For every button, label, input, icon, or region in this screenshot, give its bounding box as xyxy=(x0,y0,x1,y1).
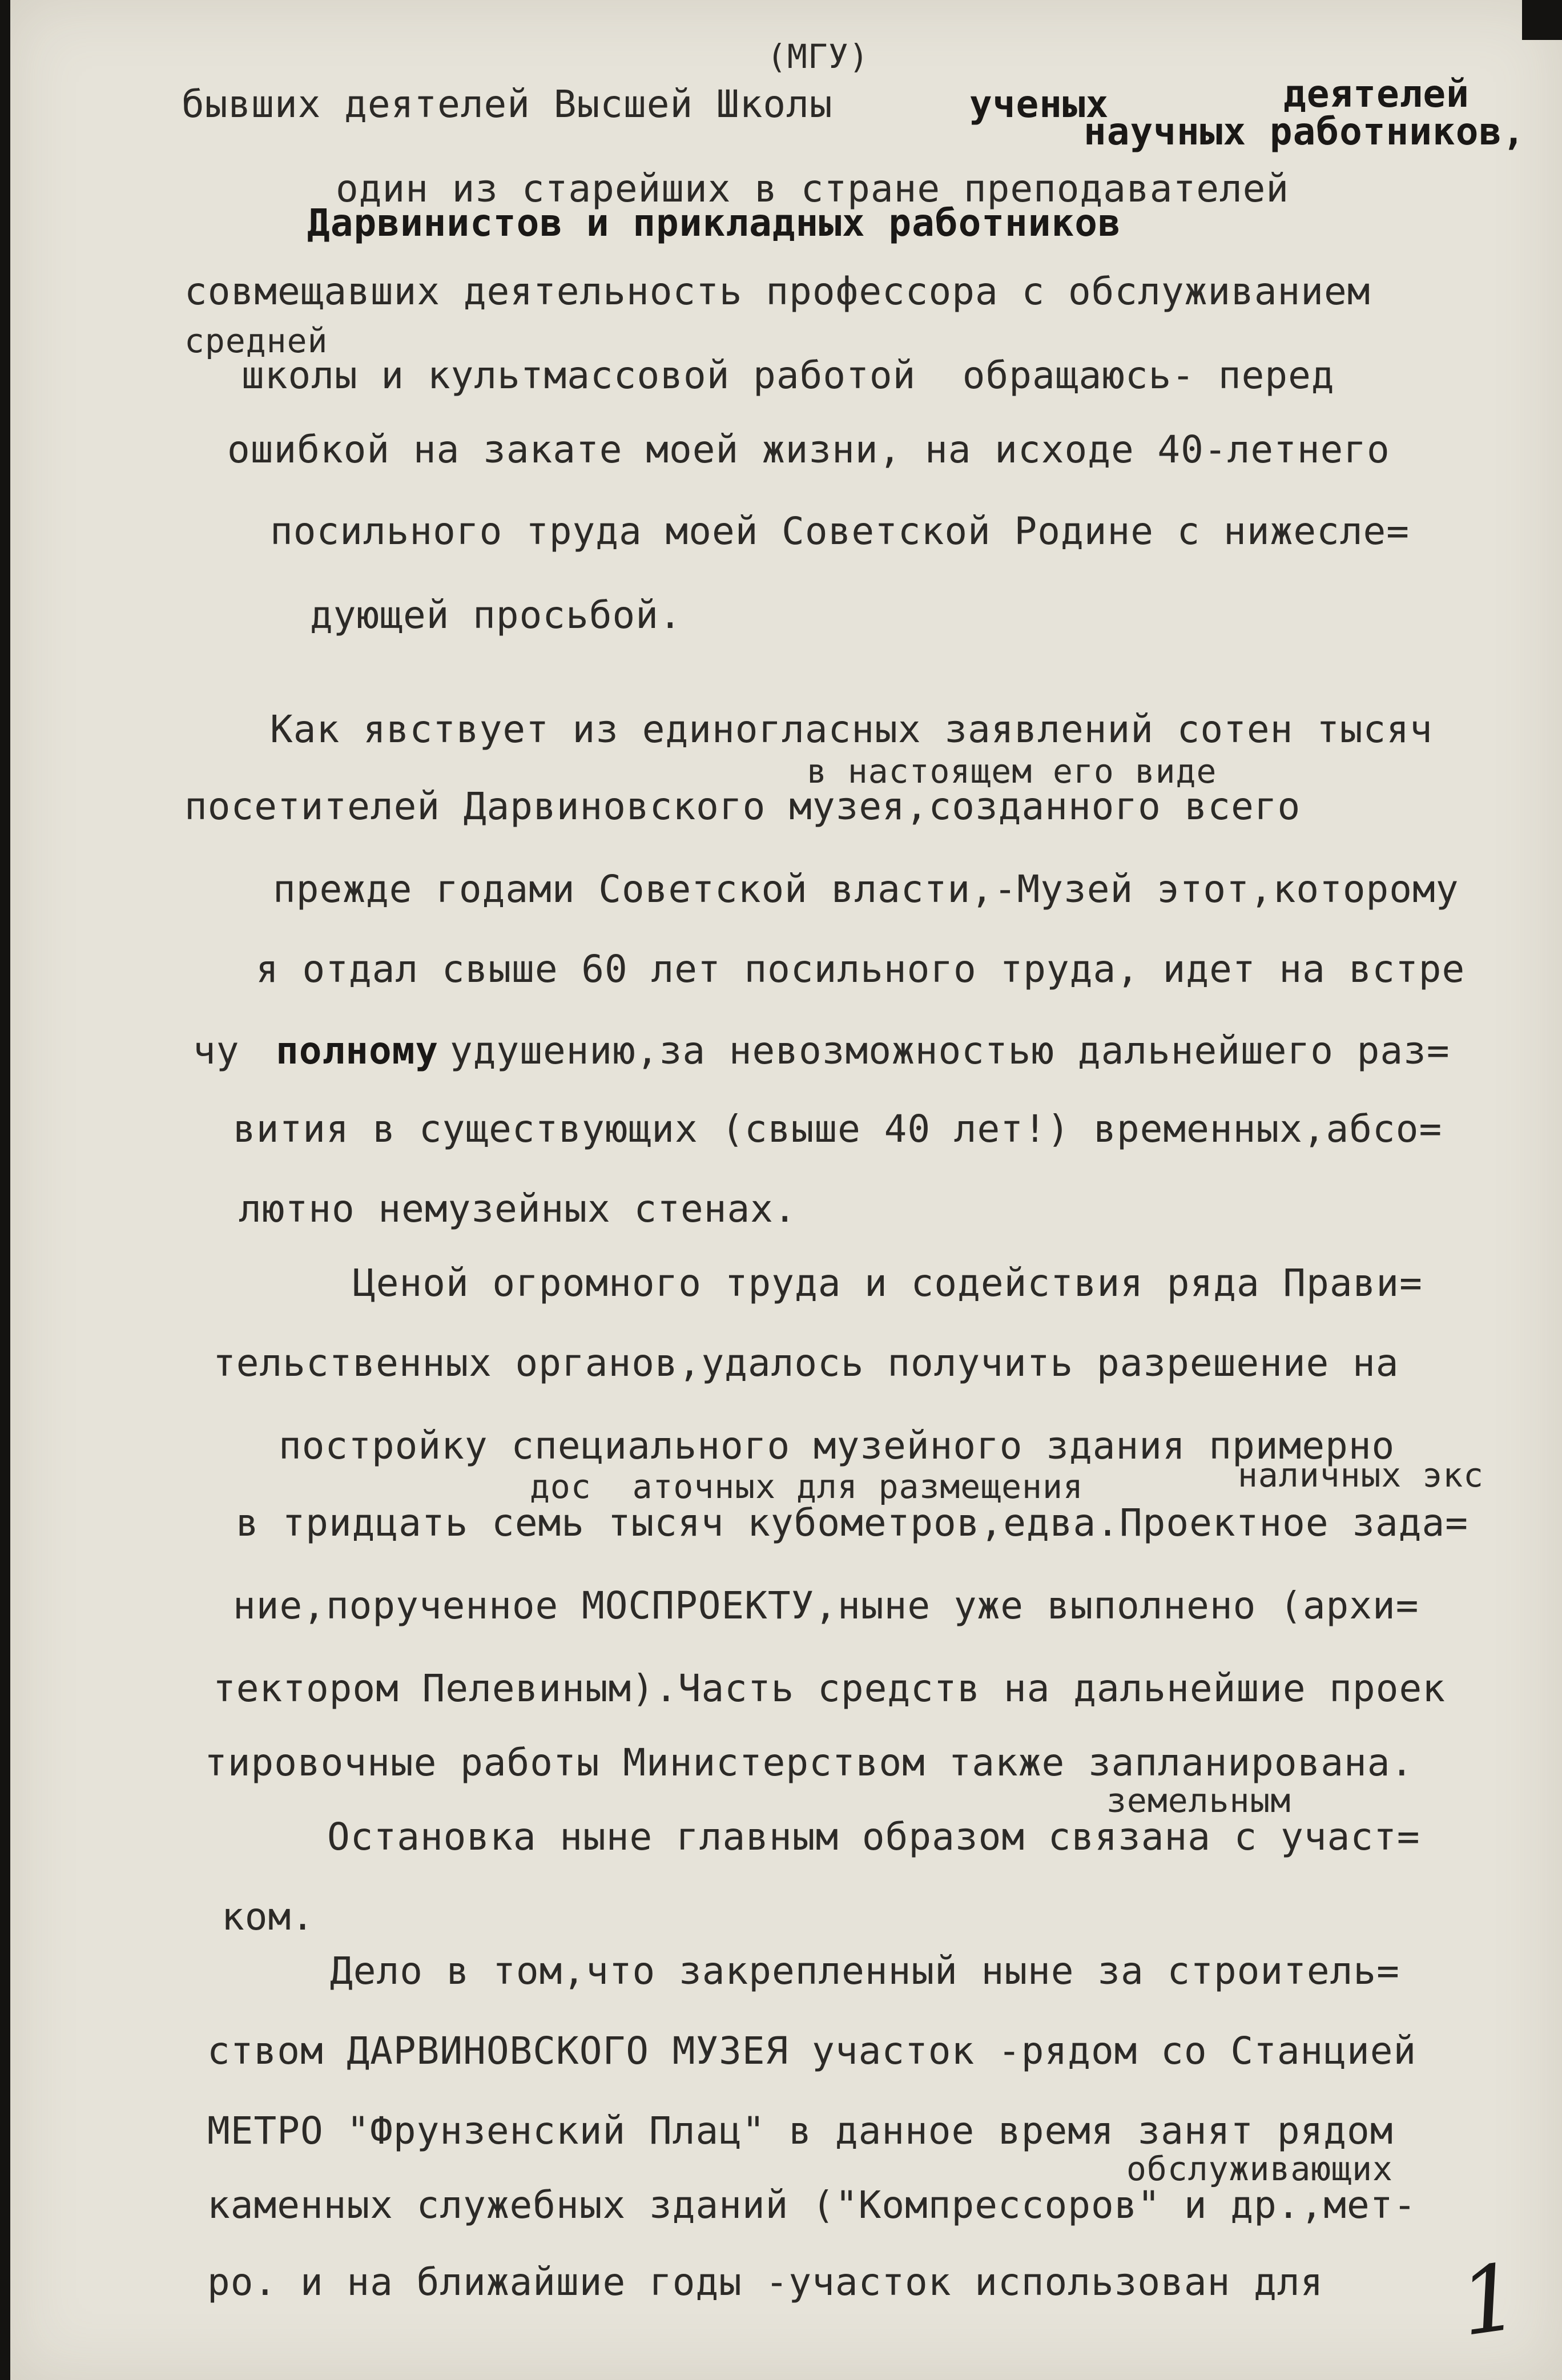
text-line: удушению,за невозможностью дальнейшего раз= xyxy=(450,1029,1450,1073)
text-line: (МГУ) xyxy=(767,37,869,76)
text-line: Дарвинистов и прикладных работников xyxy=(307,201,1121,245)
text-line: совмещавших деятельность профессора с обслуживанием xyxy=(184,269,1371,313)
text-line: бывших деятелей Высшей Школы xyxy=(182,82,833,126)
text-line: Как явствует из единогласных заявлений сотен тысяч xyxy=(270,707,1433,751)
text-line: ученых xyxy=(969,82,1109,126)
page-corner-fold xyxy=(1522,0,1562,40)
text-line: земельным xyxy=(1106,1781,1291,1820)
text-line: дующей просьбой. xyxy=(310,593,682,637)
text-line: научных работников, xyxy=(1084,110,1525,154)
text-line: обслуживающих xyxy=(1126,2149,1393,2188)
text-line: Ценой огромного труда и содействия ряда Прави= xyxy=(353,1261,1423,1305)
document-page xyxy=(10,0,1562,2380)
text-line: вития в существующих (свыше 40 лет!) временных,абсо= xyxy=(233,1107,1443,1151)
text-line: средней xyxy=(184,321,328,360)
text-line: тектором Пелевиным).Часть средств на дальнейшие проек xyxy=(213,1666,1446,1710)
text-line: в настоящем его виде xyxy=(807,752,1217,791)
text-line: тельственных органов,удалось получить разрешение на xyxy=(213,1341,1399,1385)
text-line: один из старейших в стране преподавателей xyxy=(336,167,1290,211)
text-line: чу xyxy=(193,1029,240,1073)
text-line: полному xyxy=(276,1029,439,1073)
text-line: ством ДАРВИНОВСКОГО МУЗЕЯ участок -рядом со Станцией xyxy=(207,2029,1417,2073)
text-line: каменных служебных зданий ("Компрессоров" и др.,мет- xyxy=(207,2183,1417,2227)
text-line: Дело в том,что закрепленный ныне за строитель= xyxy=(330,1949,1400,1993)
text-line: лютно немузейных стенах. xyxy=(239,1187,797,1231)
text-line: тировочные работы Министерством также запланирована. xyxy=(204,1741,1414,1785)
text-line: прежде годами Советской власти,-Музей этот,которому xyxy=(273,867,1459,911)
text-line: деятелей xyxy=(1283,72,1470,116)
handwritten-page-number: 1 xyxy=(1453,2242,1526,2357)
text-line: школы и культмассовой работой обращаюсь- перед xyxy=(241,353,1335,397)
text-line: дос аточных для размещения xyxy=(530,1467,1084,1506)
text-line: ро. и на ближайшие годы -участок использован для xyxy=(207,2260,1324,2304)
text-line: я отдал свыше 60 лет посильного труда, идет на встре xyxy=(256,947,1466,991)
text-line: посильного труда моей Советской Родине с нижесле= xyxy=(270,509,1410,553)
text-line: ошибкой на закате моей жизни, на исходе 40-летнего xyxy=(227,428,1390,472)
text-line: ком. xyxy=(222,1895,315,1939)
text-line: Остановка ныне главным образом связана с участ= xyxy=(327,1815,1420,1859)
text-line: посетителей Дарвиновского музея,созданного всего xyxy=(184,784,1301,828)
text-line: ние,порученное МОСПРОЕКТУ,ныне уже выполнено (архи= xyxy=(233,1584,1419,1628)
text-line: наличных экс xyxy=(1238,1456,1484,1495)
text-line: МЕТРО "Фрунзенский Плац" в данное время занят рядом xyxy=(207,2109,1394,2153)
text-line: постройку специального музейного здания примерно xyxy=(279,1424,1395,1468)
text-line: в тридцать семь тысяч кубометров,едва.Проектное зада= xyxy=(236,1501,1468,1545)
